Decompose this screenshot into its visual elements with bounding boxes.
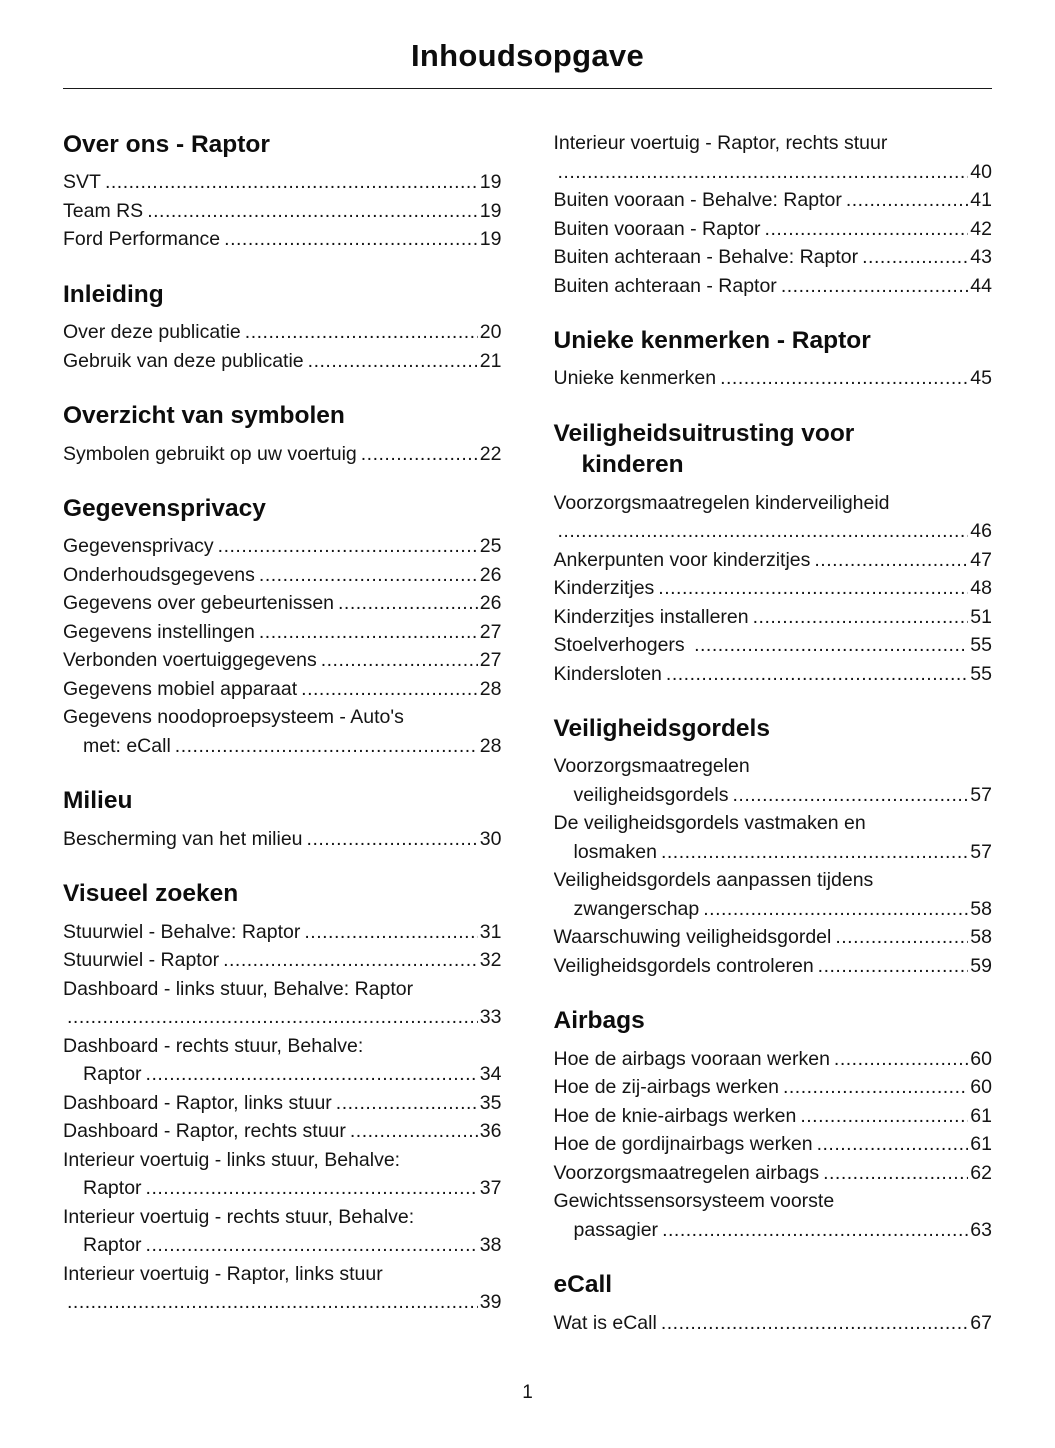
section-heading-line: Unieke kenmerken - Raptor: [553, 327, 871, 354]
section-heading-line: eCall: [553, 1271, 613, 1299]
toc-entry-last-line: [63, 1288, 502, 1317]
toc-entry[interactable]: [63, 975, 502, 1032]
toc-entry-label: Raptor: [83, 1177, 142, 1200]
toc-entry-label: Kindersloten: [553, 662, 662, 685]
toc-entry-last-line: [554, 1045, 993, 1074]
toc-section: [554, 129, 993, 300]
page-title: Inhoudsopgave: [411, 38, 644, 73]
page-ref: 22: [479, 442, 502, 465]
toc-entry-label: Veiligheidsgordels controleren: [553, 954, 814, 977]
toc-section: [554, 713, 993, 980]
toc-entry-label: Raptor: [83, 1063, 142, 1086]
toc-entry[interactable]: [63, 1146, 502, 1203]
toc-entry-label: zwangerschap: [573, 897, 700, 920]
dot-leader: [658, 574, 968, 603]
page-ref: 36: [479, 1120, 502, 1143]
toc-entry-last-line: [554, 1159, 993, 1188]
toc-entry-label: Buiten achteraan - Behalve: Raptor: [553, 246, 859, 268]
toc-entry-label: Wat is eCall: [553, 1311, 657, 1334]
toc-entry[interactable]: [554, 952, 993, 981]
dot-leader: [338, 589, 478, 618]
toc-entry-last-line: [63, 1089, 502, 1118]
dot-leader: [175, 732, 478, 761]
dot-leader: [818, 952, 969, 981]
toc-entry-label: Over deze publicatie: [63, 321, 241, 344]
page-ref: 20: [479, 321, 502, 344]
toc-entry-last-line: [63, 440, 502, 469]
toc-entry-label: Dashboard - links stuur, Behalve: Raptor: [63, 977, 414, 1000]
toc-entry-label: Stuurwiel - Raptor: [63, 949, 220, 972]
page-ref: 55: [970, 662, 992, 685]
toc-entry[interactable]: [63, 347, 502, 376]
toc-entry[interactable]: [63, 1203, 502, 1260]
dot-leader: [259, 561, 478, 590]
toc-entry-label: Onderhoudsgegevens: [63, 563, 255, 586]
toc-entry-label: Gegevens noodoproepsysteem - Auto's: [63, 706, 404, 729]
toc-entry-last-line: [554, 603, 993, 632]
toc-entry[interactable]: [63, 1117, 502, 1146]
toc-entry-label: Raptor: [83, 1234, 142, 1257]
dot-leader: [67, 1288, 478, 1317]
dot-leader: [846, 186, 968, 215]
toc-entry-last-line: [554, 517, 993, 546]
dot-leader: [733, 781, 969, 810]
page-ref: 33: [479, 1006, 502, 1029]
toc-entry-label: Interieur voertuig - links stuur, Behalve:: [63, 1148, 401, 1171]
dot-leader: [662, 1216, 968, 1245]
page-ref: 44: [970, 274, 992, 297]
page-ref: 47: [970, 548, 992, 571]
toc-entry[interactable]: [63, 225, 502, 254]
toc-entry-last-line: [554, 895, 993, 924]
toc-entry-last-line: [63, 825, 502, 854]
toc-entry-label: Voorzorgsmaatregelen kinderveiligheid: [553, 491, 890, 514]
toc-entry-last-line: [63, 618, 502, 647]
section-heading: [554, 418, 993, 481]
section-heading: [63, 279, 502, 310]
toc-entry[interactable]: [63, 675, 502, 704]
page-ref: 63: [970, 1218, 992, 1241]
toc-entry[interactable]: [554, 660, 993, 689]
page-ref: 21: [479, 349, 502, 372]
toc-entry-label: Kinderzitjes installeren: [553, 605, 749, 628]
page-ref: 57: [970, 840, 992, 863]
page-ref: 57: [970, 783, 992, 806]
toc-entry[interactable]: [554, 923, 993, 952]
toc-entry-label: Hoe de airbags vooraan werken: [553, 1047, 830, 1070]
section-heading-line: kinderen: [581, 451, 684, 479]
toc-section: [63, 785, 502, 853]
dot-leader: [783, 1073, 968, 1102]
toc-entry[interactable]: [63, 589, 502, 618]
dot-leader: [765, 215, 969, 244]
toc-entry-label: Voorzorgsmaatregelen: [553, 755, 750, 778]
toc-entry[interactable]: [63, 197, 502, 226]
section-heading-line: Over ons - Raptor: [63, 131, 270, 158]
toc-column-right: [554, 129, 993, 1337]
toc-entry-last-line: [63, 347, 502, 376]
dot-leader: [361, 440, 478, 469]
dot-leader: [694, 631, 968, 660]
toc-entry-label: Dashboard - Raptor, links stuur: [63, 1091, 332, 1114]
toc-entry-label: Interieur voertuig - Raptor, rechts stuur: [553, 132, 888, 154]
page-ref: 45: [970, 367, 992, 390]
section-heading: [554, 1005, 993, 1036]
page-ref: 26: [479, 592, 502, 615]
section-heading-line: Milieu: [63, 787, 133, 815]
page-ref: 61: [970, 1104, 992, 1127]
toc-entry[interactable]: [554, 866, 993, 923]
dot-leader: [147, 197, 478, 226]
toc-entry-label: Hoe de zij-airbags werken: [553, 1076, 779, 1099]
section-heading: [63, 785, 502, 816]
toc-entry[interactable]: [554, 272, 993, 301]
toc-entry-label: Interieur voertuig - Raptor, links stuur: [63, 1262, 383, 1285]
toc-entry-label: veiligheidsgordels: [573, 783, 729, 806]
toc-entry[interactable]: [554, 186, 993, 215]
dot-leader: [321, 646, 478, 675]
toc-entry-label: Gegevens mobiel apparaat: [63, 677, 298, 700]
toc-entry[interactable]: [63, 703, 502, 760]
section-heading-line: Veiligheidsuitrusting voor: [553, 419, 855, 447]
page-ref: 30: [479, 827, 502, 850]
page-ref: 48: [970, 577, 992, 600]
toc-entry[interactable]: [554, 1073, 993, 1102]
section-heading-line: Gegevensprivacy: [63, 495, 266, 523]
toc-entry-last-line: [63, 225, 502, 254]
toc-entry-last-line: [554, 158, 993, 187]
dot-leader: [350, 1117, 478, 1146]
toc-entry[interactable]: [554, 1102, 993, 1131]
section-heading: [63, 129, 502, 160]
dot-leader: [720, 364, 968, 393]
toc-entry-label: SVT: [63, 171, 101, 194]
toc-entry[interactable]: [63, 440, 502, 469]
toc-entry[interactable]: [554, 215, 993, 244]
toc-entry-last-line: [63, 1060, 502, 1089]
toc-entry-label: passagier: [573, 1218, 659, 1241]
toc-entry-label: Buiten vooraan - Behalve: Raptor: [553, 189, 842, 211]
page-ref: 25: [479, 535, 502, 558]
toc-section: [554, 325, 993, 393]
toc-entry-label: Gegevens instellingen: [63, 620, 255, 643]
toc-entry[interactable]: [63, 918, 502, 947]
dot-leader: [336, 1089, 478, 1118]
page-ref: 27: [479, 649, 502, 672]
toc-entry-last-line: [554, 660, 993, 689]
toc-entry-last-line: [554, 1130, 993, 1159]
page-ref: 40: [970, 160, 992, 183]
dot-leader: [823, 1159, 968, 1188]
toc-entry-last-line: [554, 781, 993, 810]
toc-entry[interactable]: [63, 532, 502, 561]
page-ref: 55: [970, 634, 992, 657]
page-ref: 38: [479, 1234, 502, 1257]
toc-entry-last-line: [63, 1117, 502, 1146]
page-ref: 28: [479, 677, 502, 700]
toc-columns: [63, 129, 992, 1337]
toc-entry-last-line: [63, 646, 502, 675]
page-ref: 19: [479, 199, 502, 222]
toc-entry[interactable]: [554, 489, 993, 546]
toc-entry[interactable]: [554, 603, 993, 632]
dot-leader: [781, 272, 968, 301]
page-ref: 27: [479, 620, 502, 643]
page-ref: 43: [970, 246, 992, 268]
toc-entry-label: De veiligheidsgordels vastmaken en: [553, 812, 866, 835]
toc-entry-label: Gegevens over gebeurtenissen: [63, 592, 335, 615]
toc-entry-label: Dashboard - rechts stuur, Behalve:: [63, 1034, 364, 1057]
toc-entry-last-line: [63, 1231, 502, 1260]
dot-leader: [814, 546, 968, 575]
toc-section: [554, 1269, 993, 1337]
toc-section: [63, 400, 502, 468]
dot-leader: [146, 1231, 478, 1260]
section-heading: [554, 1269, 993, 1300]
section-heading-line: Visueel zoeken: [63, 880, 239, 908]
toc-entry-label: Interieur voertuig - rechts stuur, Behalve:: [63, 1205, 415, 1228]
toc-entry-last-line: [63, 732, 502, 761]
page-ref: 67: [970, 1311, 992, 1334]
dot-leader: [259, 618, 478, 647]
toc-entry-label: Verbonden voertuiggegevens: [63, 649, 317, 672]
page-ref: 46: [970, 520, 992, 543]
toc-entry-last-line: [63, 589, 502, 618]
toc-entry[interactable]: [554, 1309, 993, 1338]
toc-section: [63, 493, 502, 760]
toc-entry-label: met: eCall: [83, 734, 171, 757]
dot-leader: [245, 318, 478, 347]
toc-entry-last-line: [63, 675, 502, 704]
toc-entry-last-line: [554, 243, 993, 272]
section-heading: [63, 493, 502, 524]
section-heading-line: Veiligheidsgordels: [553, 715, 770, 743]
toc-section: [63, 878, 502, 1316]
dot-leader: [146, 1060, 478, 1089]
toc-entry-last-line: [554, 631, 993, 660]
toc-entry-last-line: [554, 952, 993, 981]
page-ref: 37: [479, 1177, 502, 1200]
section-heading-line: Overzicht van symbolen: [63, 402, 345, 430]
toc-entry[interactable]: [63, 561, 502, 590]
toc-entry[interactable]: [554, 752, 993, 809]
toc-entry-label: Buiten vooraan - Raptor: [553, 217, 761, 240]
toc-entry[interactable]: [554, 1130, 993, 1159]
dot-leader: [308, 347, 478, 376]
toc-entry[interactable]: [554, 243, 993, 272]
toc-entry-last-line: [554, 215, 993, 244]
toc-entry-last-line: [554, 1309, 993, 1338]
section-heading: [554, 325, 993, 356]
section-heading: [554, 713, 993, 744]
toc-entry-last-line: [554, 923, 993, 952]
toc-entry[interactable]: [554, 631, 993, 660]
toc-section: [554, 418, 993, 688]
toc-entry-last-line: [63, 168, 502, 197]
toc-entry[interactable]: [63, 168, 502, 197]
toc-entry[interactable]: [554, 546, 993, 575]
toc-entry-label: Kinderzitjes: [553, 577, 655, 600]
page-number: 1: [522, 1382, 533, 1403]
toc-entry-last-line: [554, 186, 993, 215]
toc-entry-label: Gegevensprivacy: [63, 535, 214, 558]
page-ref: 58: [970, 926, 992, 949]
toc-section: [63, 279, 502, 375]
dot-leader: [307, 825, 478, 854]
page-ref: 60: [970, 1047, 992, 1070]
dot-leader: [835, 923, 968, 952]
page-ref: 19: [479, 171, 502, 194]
toc-entry[interactable]: [554, 364, 993, 393]
toc-entry[interactable]: [63, 1260, 502, 1317]
toc-entry-label: Symbolen gebruikt op uw voertuig: [63, 442, 357, 465]
dot-leader: [67, 1003, 478, 1032]
dot-leader: [753, 603, 969, 632]
toc-entry-last-line: [63, 532, 502, 561]
toc-entry[interactable]: [63, 646, 502, 675]
toc-entry-last-line: [63, 946, 502, 975]
toc-entry-label: Stoelverhogers: [553, 634, 691, 657]
toc-entry-last-line: [63, 1003, 502, 1032]
toc-entry-last-line: [554, 574, 993, 603]
toc-entry-last-line: [63, 318, 502, 347]
toc-entry[interactable]: [63, 1089, 502, 1118]
section-heading-line: Inleiding: [63, 280, 164, 308]
toc-entry[interactable]: [554, 1045, 993, 1074]
dot-leader: [304, 918, 477, 947]
toc-entry-label: Gebruik van deze publicatie: [63, 349, 304, 372]
toc-entry-label: Ford Performance: [63, 228, 221, 251]
dot-leader: [224, 225, 478, 254]
toc-entry[interactable]: [554, 809, 993, 866]
toc-entry-last-line: [63, 918, 502, 947]
toc-entry-last-line: [554, 272, 993, 301]
toc-entry-label: Gewichtssensorsysteem voorste: [553, 1190, 835, 1213]
toc-entry[interactable]: [63, 825, 502, 854]
toc-entry[interactable]: [63, 946, 502, 975]
dot-leader: [218, 532, 478, 561]
dot-leader: [661, 838, 968, 867]
toc-entry[interactable]: [554, 1159, 993, 1188]
toc-entry-last-line: [554, 364, 993, 393]
toc-entry-last-line: [554, 1216, 993, 1245]
toc-entry-last-line: [554, 838, 993, 867]
toc-entry-label: Unieke kenmerken: [553, 367, 717, 390]
page-ref: 61: [970, 1133, 992, 1156]
toc-entry-label: Dashboard - Raptor, rechts stuur: [63, 1120, 346, 1143]
toc-entry-label: Buiten achteraan - Raptor: [553, 274, 777, 297]
toc-entry-last-line: [554, 1073, 993, 1102]
dot-leader: [105, 168, 478, 197]
dot-leader: [666, 660, 968, 689]
toc-entry-label: Waarschuwing veiligheidsgordel: [553, 926, 832, 949]
page-ref: 31: [479, 920, 502, 943]
toc-entry[interactable]: [63, 618, 502, 647]
page-ref: 35: [479, 1091, 502, 1114]
dot-leader: [558, 517, 969, 546]
page-ref: 34: [479, 1063, 502, 1086]
page-ref: 51: [970, 605, 992, 628]
toc-column-left: [63, 129, 502, 1337]
dot-leader: [800, 1102, 968, 1131]
page-ref: 58: [970, 897, 992, 920]
page-ref: 62: [970, 1161, 992, 1184]
dot-leader: [834, 1045, 968, 1074]
toc-entry-last-line: [554, 546, 993, 575]
toc-entry-label: Voorzorgsmaatregelen airbags: [553, 1161, 820, 1184]
page-ref: 39: [479, 1291, 502, 1314]
toc-entry-label: Stuurwiel - Behalve: Raptor: [63, 920, 301, 943]
dot-leader: [703, 895, 968, 924]
page-ref: 60: [970, 1076, 992, 1099]
dot-leader: [817, 1130, 969, 1159]
page-ref: 41: [970, 189, 992, 211]
page-ref: 32: [479, 949, 502, 972]
dot-leader: [661, 1309, 968, 1338]
dot-leader: [558, 158, 969, 187]
dot-leader: [301, 675, 478, 704]
toc-entry-label: Veiligheidsgordels aanpassen tijdens: [553, 869, 874, 892]
toc-entry-label: Ankerpunten voor kinderzitjes: [553, 548, 811, 571]
page-ref: 59: [970, 954, 992, 977]
toc-entry[interactable]: [63, 1032, 502, 1089]
toc-entry-last-line: [63, 561, 502, 590]
toc-entry[interactable]: [63, 318, 502, 347]
toc-section: [63, 129, 502, 254]
toc-entry-label: Bescherming van het milieu: [63, 827, 303, 850]
toc-entry-label: Hoe de gordijnairbags werken: [553, 1133, 813, 1156]
dot-leader: [223, 946, 478, 975]
toc-entry[interactable]: [554, 574, 993, 603]
page-ref: 19: [479, 228, 502, 251]
toc-entry-last-line: [554, 1102, 993, 1131]
dot-leader: [862, 243, 968, 272]
section-heading-line: Airbags: [553, 1007, 645, 1035]
page-ref: 26: [479, 563, 502, 586]
toc-entry[interactable]: [554, 129, 993, 186]
title-divider: [63, 88, 992, 89]
page-ref: 28: [479, 734, 502, 757]
section-heading: [63, 878, 502, 909]
toc-entry-last-line: [63, 197, 502, 226]
dot-leader: [146, 1174, 478, 1203]
toc-entry-label: losmaken: [573, 840, 657, 863]
toc-entry-last-line: [63, 1174, 502, 1203]
toc-entry[interactable]: [554, 1187, 993, 1244]
page-ref: 42: [970, 217, 992, 240]
section-heading: [63, 400, 502, 431]
toc-entry-label: Team RS: [63, 199, 144, 222]
toc-entry-label: Hoe de knie-airbags werken: [553, 1104, 797, 1127]
toc-section: [554, 1005, 993, 1244]
